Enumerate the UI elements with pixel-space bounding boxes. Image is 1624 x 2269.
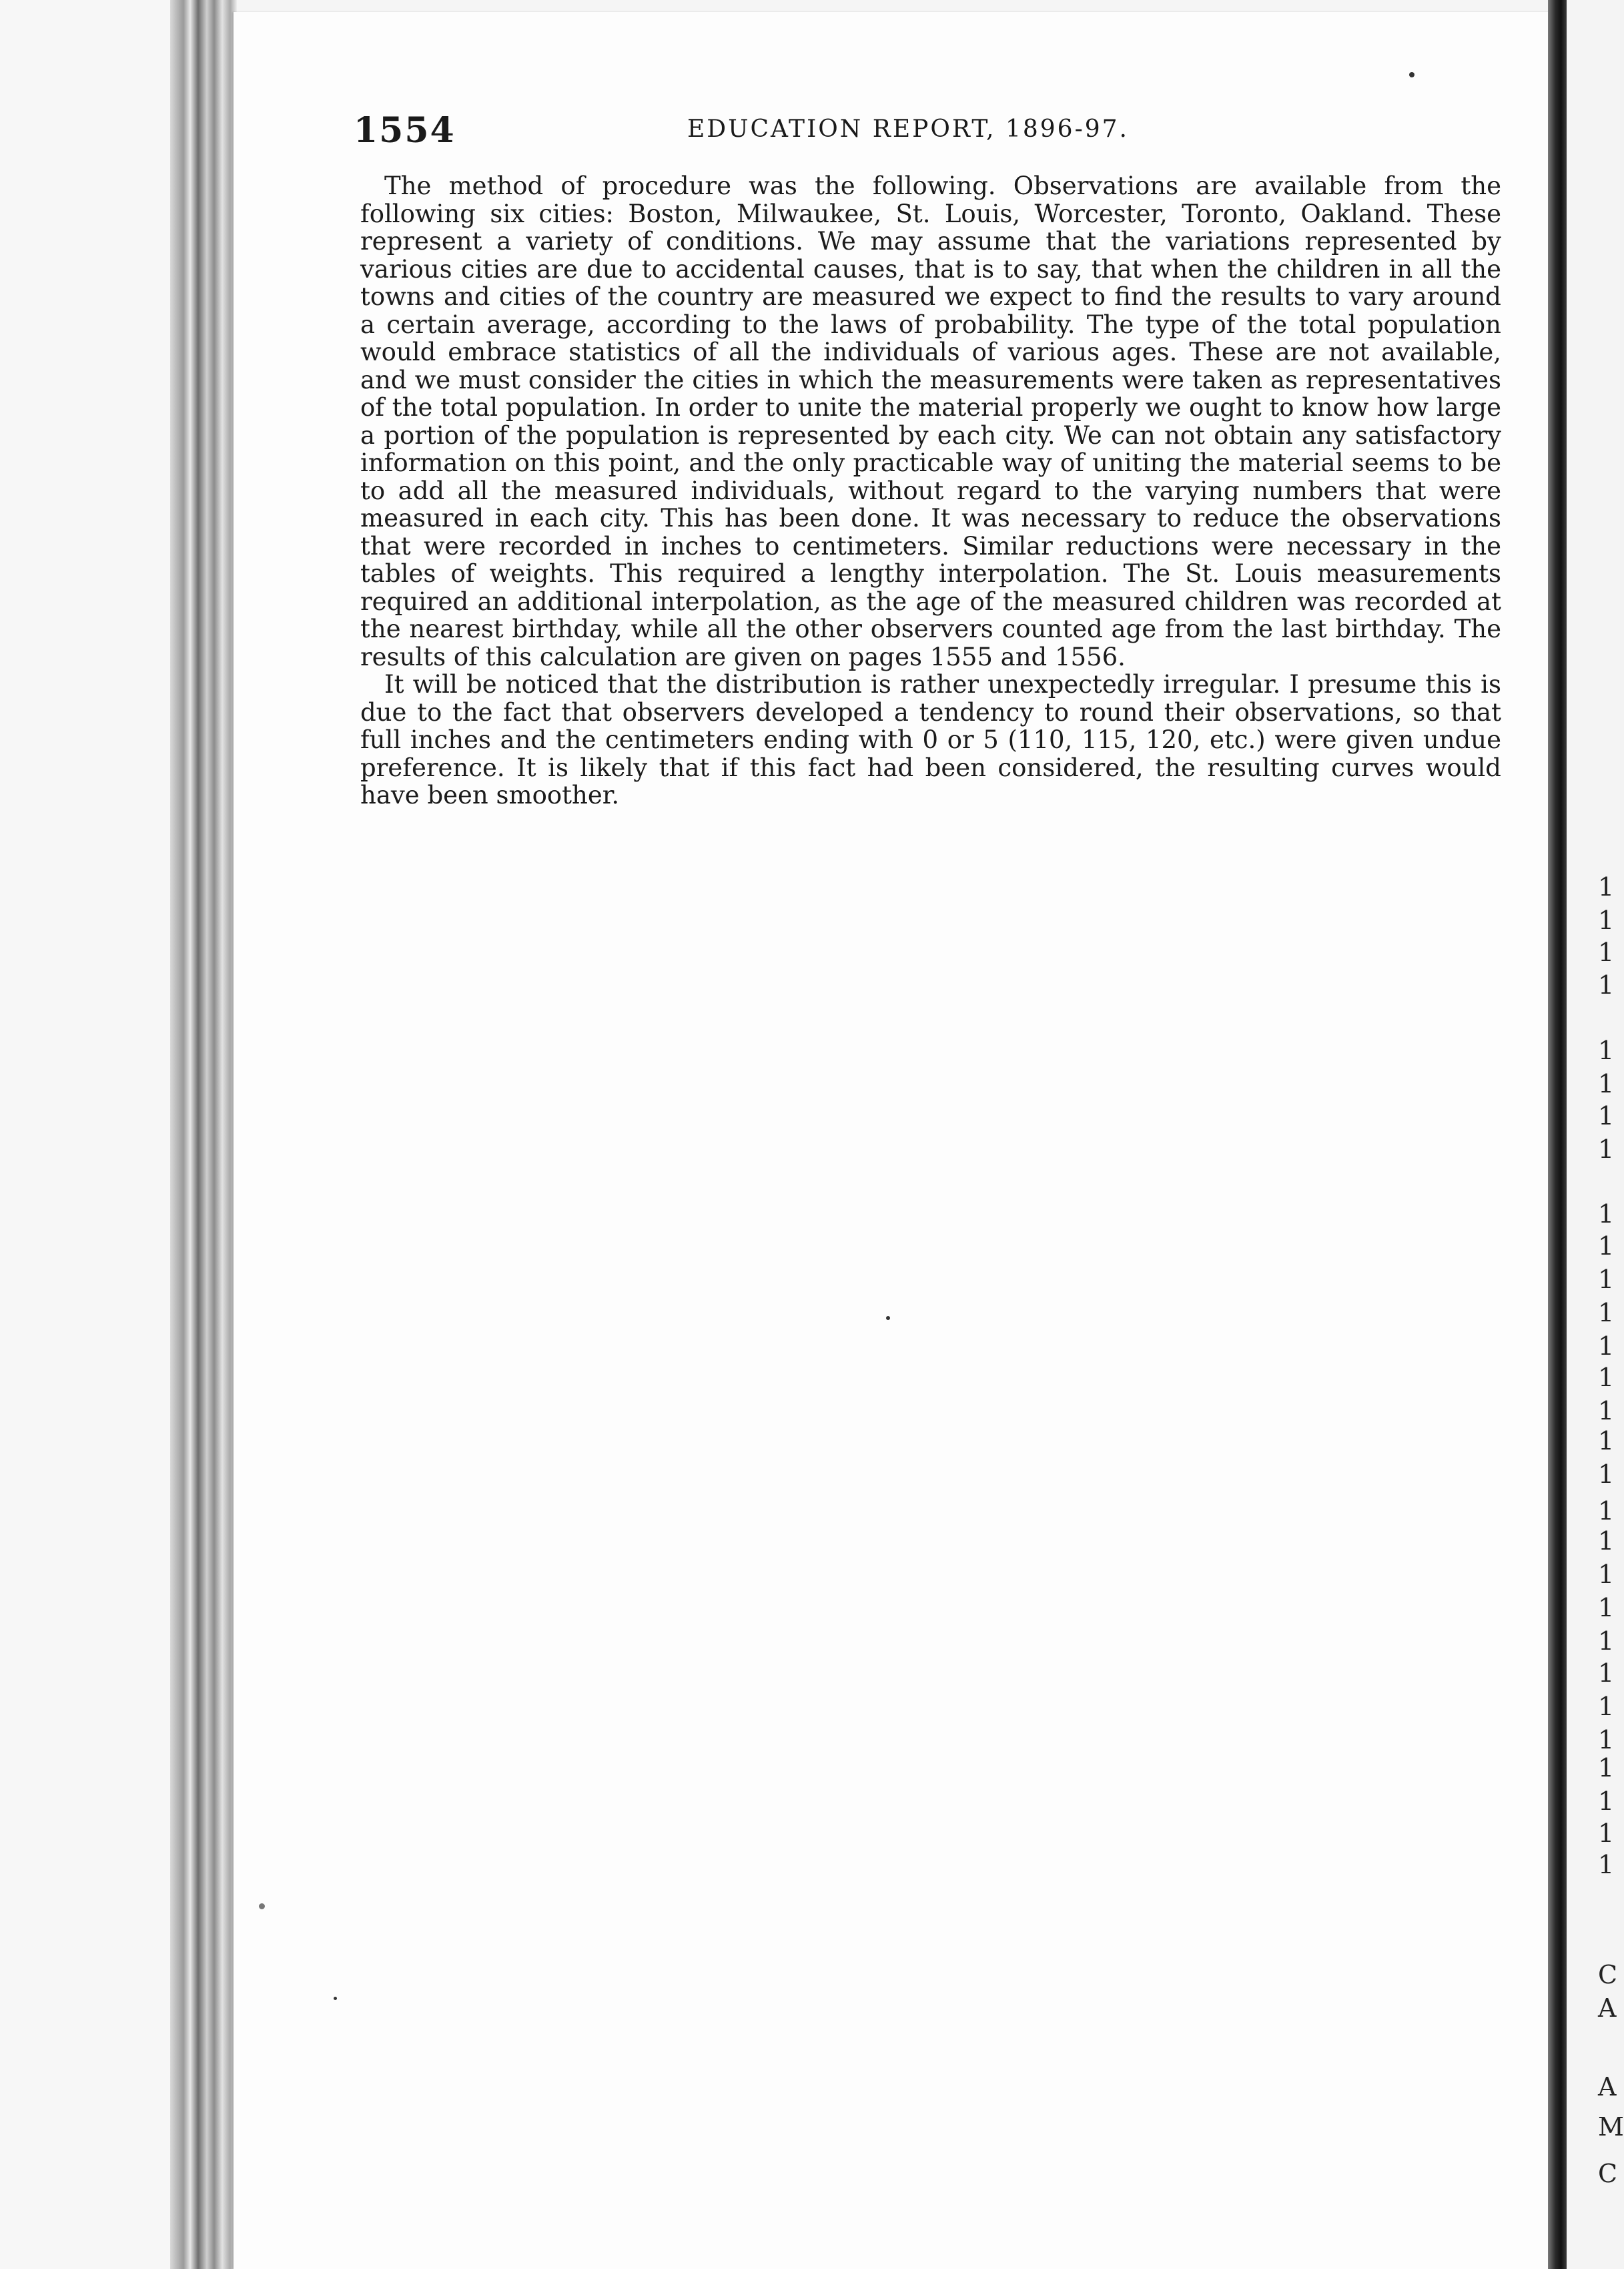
facing-page-fragment: 1: [1598, 1036, 1615, 1065]
facing-page-fragment: 1: [1598, 970, 1615, 1000]
facing-page-fragment: 1: [1598, 1593, 1615, 1622]
facing-page-fragment: 1: [1598, 1331, 1615, 1361]
facing-page-fragment: 1: [1598, 906, 1615, 935]
facing-page-fragment: 1: [1598, 1725, 1615, 1754]
paragraph-distribution: It will be noticed that the distribution is rather unexpectedly irregular. I presume this is due to the fact that observers developed a tendency to round their observations, so that full inches and the centimeters ending with 0 or 5 (110, 115, 120, etc.) were given undue preference. It is likely that if this fact had been considered, the resulting curves would have been smoother.: [360, 670, 1501, 809]
facing-page-fragment: 1: [1598, 1134, 1615, 1164]
facing-page-fragment: 1: [1598, 1496, 1615, 1526]
facing-page-fragment: 1: [1598, 1265, 1615, 1294]
paragraph-method: The method of procedure was the following. Observations are available from the following six cities: Boston, Milwaukee, St. Louis, Worcester, Toronto, Oakland. These represent a variety of conditions. We may assume that the variations represented by various cities are due to accidental causes, that is to say, that when the children in all the towns and cities of the country are measured we expect to find the results to vary around a certain average, according to the laws of probability. The type of the total population would embrace statistics of all the individuals of various ages. These are not available, and we must consider the cities in which the measurements were taken as representatives of the total population. In order to unite the material properly we ought to know how large a portion of the population is represented by each city. We can not obtain any satisfactory information on this point, and the only practicable way of uniting the material seems to be to add all the measured individuals, without regard to the varying numbers that were measured in each city. This has been done. It was necessary to reduce the observations that were recorded in inches to centimeters. Similar reductions were necessary in the tables of weights. This required a lengthy interpolation. The St. Louis measurements required an additional interpolation, as the age of the measured children was recorded at the nearest birthday, while all the other observers counted age from the last birthday. The results of this calculation are given on pages 1555 and 1556.: [360, 172, 1501, 671]
facing-page-fragment: A: [1598, 1993, 1617, 2023]
page-number: 1554: [354, 110, 456, 151]
facing-page-fragment: 1: [1598, 1692, 1615, 1721]
facing-page-fragment: 1: [1598, 1460, 1615, 1489]
right-binding: [1548, 0, 1567, 2269]
speck: [886, 1316, 890, 1320]
facing-page-fragment: 1: [1598, 1560, 1615, 1589]
facing-page-fragment: 1: [1598, 1101, 1615, 1130]
body-text: [360, 172, 1501, 809]
facing-page-fragment: 1: [1598, 1298, 1615, 1327]
facing-page-fragment: C: [1598, 2159, 1618, 2188]
left-gutter: [0, 0, 170, 2269]
facing-page-fragment: 1: [1598, 1626, 1615, 1656]
facing-page-fragment: 1: [1598, 1658, 1615, 1688]
facing-page-fragment: 1: [1598, 1819, 1615, 1848]
speck: [334, 1997, 337, 2000]
page-header: [354, 110, 1174, 157]
facing-page-fragment: 1: [1598, 1069, 1615, 1098]
facing-page-fragment: C: [1598, 1960, 1618, 1989]
facing-page-fragment: 1: [1598, 1526, 1615, 1556]
facing-page-fragment: 1: [1598, 1787, 1615, 1816]
speck: [1409, 72, 1414, 77]
facing-page-fragment: M: [1598, 2112, 1624, 2142]
facing-page-fragment: 1: [1598, 1753, 1615, 1782]
facing-page-fragment: 1: [1598, 938, 1615, 967]
facing-page-fragment: 1: [1598, 1199, 1615, 1229]
facing-page-fragment: 1: [1598, 872, 1615, 902]
facing-page-fragment: 1: [1598, 1426, 1615, 1455]
facing-page-fragment: A: [1598, 2072, 1617, 2101]
speck: [259, 1903, 265, 1909]
facing-page-fragment: 1: [1598, 1363, 1615, 1392]
running-head: EDUCATION REPORT, 1896-97.: [687, 115, 1129, 143]
facing-page-fragment: 1: [1598, 1231, 1615, 1261]
book-binding: [170, 0, 237, 2269]
facing-page-fragment: 1: [1598, 1396, 1615, 1425]
facing-page-fragment: 1: [1598, 1850, 1615, 1879]
